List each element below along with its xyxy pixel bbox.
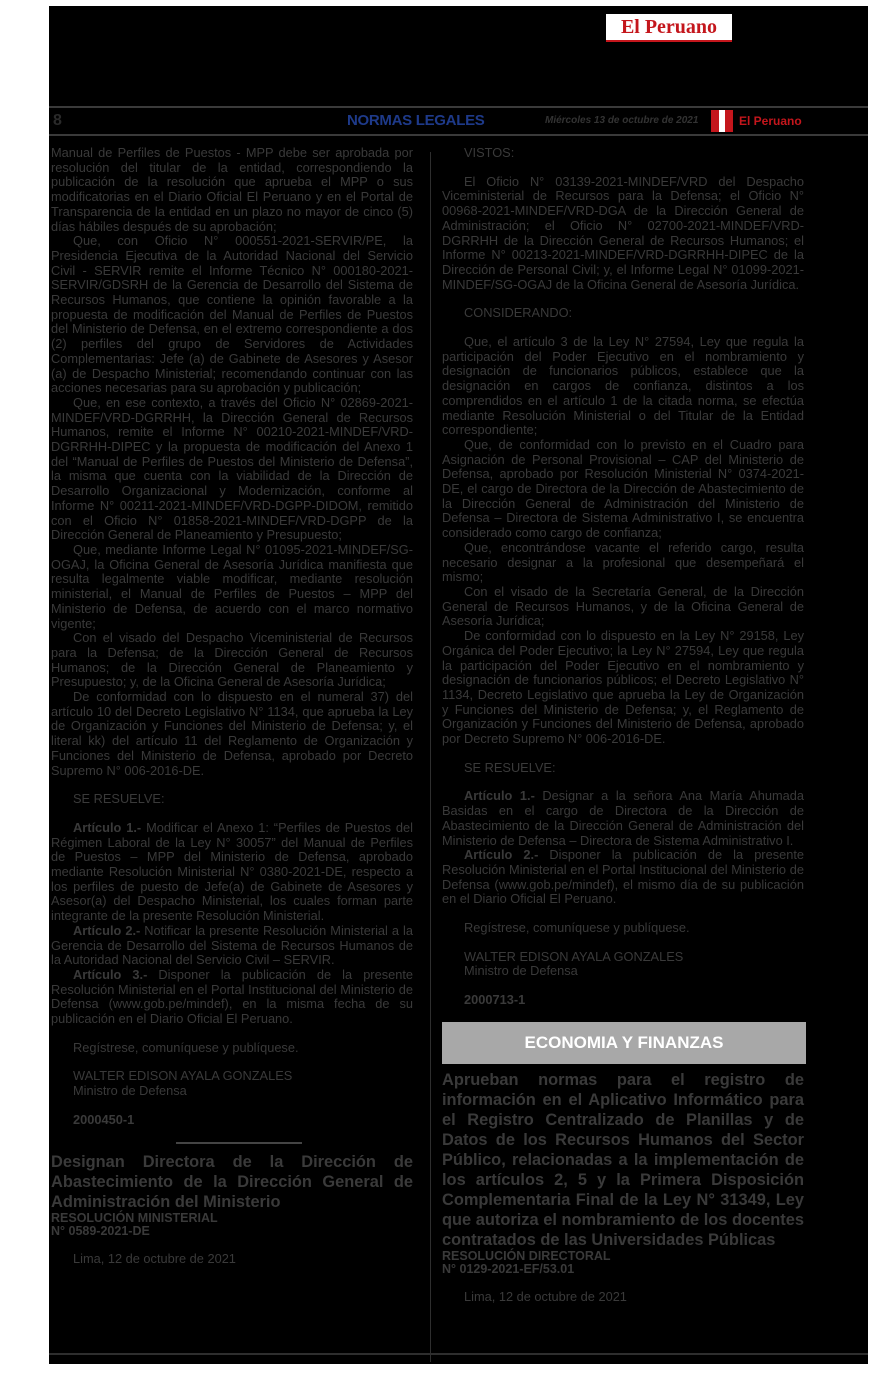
issue-date: Miércoles 13 de octubre de 2021 — [545, 115, 699, 126]
paragraph: Con el visado del Despacho Viceministerial de Recursos para la Defensa; de la Dirección General de Recursos Humanos; de la Dirección General de Planeamiento y Presupuesto; y, de la Oficina General de Asesoría Jurídica; — [51, 630, 413, 690]
resolution-type: RESOLUCIÓN DIRECTORAL — [442, 1248, 611, 1263]
paragraph: Que, mediante Informe Legal N° 01095-2021-MINDEF/SG-OGAJ, la Oficina General de Asesoría Jurídica manifiesta que resulta legalmente viable modificar, mediante resolución ministerial, el Manual de Perfiles de Puestos – MPP del Ministerio de Defensa, de acuerdo con el marco normativo vigente; — [51, 541, 413, 631]
header-top-rule — [49, 106, 868, 108]
paragraph: El Oficio N° 03139-2021-MINDEF/VRD del Despacho Viceministerial de Recursos para la Defensa; el Oficio N° 00968-2021-MINDEF/VRD-DGA de la Dirección General de Administración; el Oficio N° 02700-2021-MINDEF/VRD-DGRRHH de la Dirección General de Recursos Humanos; el Informe N° 00213-2021-MINDEF/VRD-DGRRHH-DIPEC de la Dirección de Personal Civil; y, el Informe Legal N° 01099-2021-MINDEF/SG-OGAJ de la Oficina General de Asesoría Jurídica. — [442, 173, 804, 292]
right-column — [442, 146, 804, 1305]
paragraph: De conformidad con lo dispuesto en la Ley N° 29158, Ley Orgánica del Poder Ejecutivo; la Ley N° 27594, Ley que regula la participación del Poder Ejecutivo en el nombramiento y designación de funcionarios públicos; el Decreto Legislativo N° 1134, Decreto Legislativo que aprueba la Ley de Organización y Funciones del Ministerio de Defensa; y, el Reglamento de Organización y Funciones del Ministerio de Defensa, aprobado por Decreto Supremo N° 006-2016-DE. — [442, 628, 804, 747]
peru-shield-icon — [711, 110, 733, 132]
paragraph: Con el visado de la Secretaría General, de la Dirección General de Recursos Humanos, y de la Oficina General de Asesoría Jurídica; — [442, 583, 804, 629]
el-peruano-logo: El Peruano — [606, 14, 732, 42]
vistos-heading: VISTOS: — [464, 145, 515, 160]
paragraph: Que, de conformidad con lo previsto en el Cuadro para Asignación de Personal Provisional – CAP del Ministerio de Defensa, aprobado por Resolución Ministerial N° 0374-2021-DE, el cargo de Directora de la Dirección de Abastecimiento de la Dirección General de Administración del Ministerio de Defensa – Directora de Sistema Administrativo I, se encuentra considerado como cargo de confianza; — [442, 436, 804, 541]
resolution-type: RESOLUCIÓN MINISTERIAL — [51, 1210, 218, 1225]
article-2 — [51, 924, 413, 968]
article-text: Disponer la publicación de la presente Resolución Ministerial en el Portal Institucional del Ministerio de Defensa (www.gob.pe/mindef), en la misma fecha de su publicación en el Diario Oficial El Peruano. — [51, 966, 413, 1027]
resolve-heading: SE RESUELVE: — [73, 791, 165, 807]
paragraph: De conformidad con lo dispuesto en el numeral 37) del artículo 10 del Decreto Legislativo N° 1134, que aprueba la Ley de Organización y Funciones del Ministerio de Defensa; y, el literal kk) del artículo 11 del Reglamento de Organización y Funciones del Ministerio de Defensa, aprobado por Decreto Supremo N° 006-2016-DE. — [51, 689, 413, 778]
newspaper-page — [49, 6, 868, 1364]
left-column — [51, 146, 413, 1266]
article-2 — [442, 848, 804, 907]
paragraph: Que, en ese contexto, a través del Oficio N° 02869-2021-MINDEF/VRD-DGRRHH, la Dirección General de Recursos Humanos, remite el Informe N° 00210-2021-MINDEF/VRD-DGRRHH-DIPEC y la propuesta de modificación del Anexo 1 del “Manual de Perfiles de Puestos del Ministerio de Defensa”, la misma que cuenta con la viabilidad de la Dirección de Desarrollo Organizacional y Modernización, conforme al Informe N° 00211-2021-MINDEF/VRD-DGPP-DIDOM, remitido con el Oficio N° 01858-2021-MINDEF/VRD-DGPP de la Dirección General de Planeamiento y Presupuesto; — [51, 394, 413, 543]
publication-code: 2000713-1 — [464, 992, 526, 1008]
article-label: Artículo 1.- — [73, 819, 142, 835]
paragraph: Que, el artículo 3 de la Ley N° 27594, Ley que regula la participación del Poder Ejecutivo en el nombramiento y designación de funcionarios públicos, establece que la designación en cargos de confianza, distintos a los comprendidos en el artículo 1 de la citada norma, se efectúa mediante Resolución Ministerial o del Titular de la Entidad correspondiente; — [442, 334, 804, 438]
paragraph: Que, encontrándose vacante el referido cargo, resulta necesario designar a la profesional que desempeñará el mismo; — [442, 539, 804, 585]
article-label: Artículo 2.- — [464, 847, 539, 863]
article-1 — [442, 789, 804, 848]
closing-formula: Regístrese, comuníquese y publíquese. — [464, 920, 690, 936]
paragraph: Que, con Oficio N° 000551-2021-SERVIR/PE, la Presidencia Ejecutiva de la Autoridad Nacional del Servicio Civil - SERVIR remite el Informe Técnico N° 000180-2021-SERVIR/GDSRH de la Gerencia de Desarrollo del Sistema de Recursos Humanos, que contiene la opinión favorable a la propuesta de modificación del Manual de Perfiles de Puestos del Ministerio de Defensa, en el extremo correspondiente a dos (2) perfiles del grupo de Servidores de Actividades Complementarias: Jefe (a) de Gabinete de Asesores y Asesor (a) de Despacho Ministerial; recomendando continuar con las acciones necesarias para su aprobación y publicación; — [51, 233, 413, 396]
article-text: Disponer la publicación de la presente Resolución Ministerial en el Portal Institucional del Ministerio de Defensa (www.gob.pe/mindef), el mismo día de su publicación en el Diario Oficial El Peruano. — [442, 847, 804, 907]
separator-rule — [176, 1142, 302, 1144]
resolve-heading: SE RESUELVE: — [464, 759, 556, 775]
footer-rule — [49, 1353, 868, 1355]
header-bottom-rule — [49, 134, 868, 136]
signer-name: WALTER EDISON AYALA GONZALES — [464, 948, 684, 964]
article-3 — [51, 968, 413, 1027]
publication-code: 2000450-1 — [73, 1111, 135, 1127]
paragraph: Manual de Perfiles de Puestos - MPP debe ser aprobada por resolución del titular de la entidad, correspondiendo la publicación de la resolución que aprueba el MPP o sus modificatorias en el Diario Oficial El Peruano y en el Portal de Transparencia de la entidad en un plazo no mayor de cinco (5) días hábiles después de su aprobación; — [51, 145, 413, 234]
article-text: Modificar el Anexo 1: “Perfiles de Puestos del Régimen Laboral de la Ley N° 30057” del Manual de Perfiles de Puestos – MPP del Ministerio de Defensa, aprobado mediante Resolución Ministerial N° 0380-2021-DE, respecto a los perfiles de puesto de Jefe(a) de Gabinete de Asesores y Asesor(a) del Despacho Ministerial, los cuales forman parte integrante de la presente Resolución Ministerial. — [51, 819, 413, 924]
place-date: Lima, 12 de octubre de 2021 — [464, 1288, 627, 1304]
section-title: NORMAS LEGALES — [347, 112, 485, 129]
considerando-heading: CONSIDERANDO: — [464, 305, 573, 321]
article-text: Notificar la presente Resolución Ministerial a la Gerencia de Desarrollo del Sistema de Recursos Humanos de la Autoridad Nacional del Servicio Civil – SERVIR. — [51, 922, 413, 968]
page-number: 8 — [53, 112, 62, 129]
resolution-number: N° 0129-2021-EF/53.01 — [442, 1261, 575, 1276]
article-label: Artículo 3.- — [73, 966, 148, 982]
signer-title: Ministro de Defensa — [464, 963, 578, 979]
closing-formula: Regístrese, comuníquese y publíquese. — [73, 1039, 299, 1055]
article-headline: Aprueban normas para el registro de información en el Aplicativo Informático para el Registro Centralizado de Planillas y de Datos de los Recursos Humanos del Sector Público, relacionadas a la implementación de los artículos 2, 5 y la Primera Disposición Complementaria Final de la Ley N° 31349, Ley que autoriza el nombramiento de los docentes contratados de las Universidades Públicas — [442, 1070, 804, 1249]
section-banner: ECONOMIA Y FINANZAS — [442, 1022, 806, 1064]
article-label: Artículo 2.- — [73, 922, 141, 938]
article-label: Artículo 1.- — [464, 788, 535, 804]
article-text: Designar a la señora Ana María Ahumada Basidas en el cargo de Directora de la Dirección de Abastecimiento de la Dirección General de Administración del Ministerio de Defensa – Directora de Sistema Administrativo I. — [442, 788, 804, 848]
signer-name: WALTER EDISON AYALA GONZALES — [73, 1068, 293, 1084]
place-date: Lima, 12 de octubre de 2021 — [73, 1250, 236, 1266]
resolution-number: N° 0589-2021-DE — [51, 1223, 150, 1238]
column-divider — [430, 152, 431, 1362]
header-logo: El Peruano — [739, 114, 802, 128]
article-1 — [51, 821, 413, 924]
article-headline: Designan Directora de la Dirección de Abastecimiento de la Dirección General de Administración del Ministerio — [51, 1152, 413, 1211]
signer-title: Ministro de Defensa — [73, 1083, 187, 1099]
